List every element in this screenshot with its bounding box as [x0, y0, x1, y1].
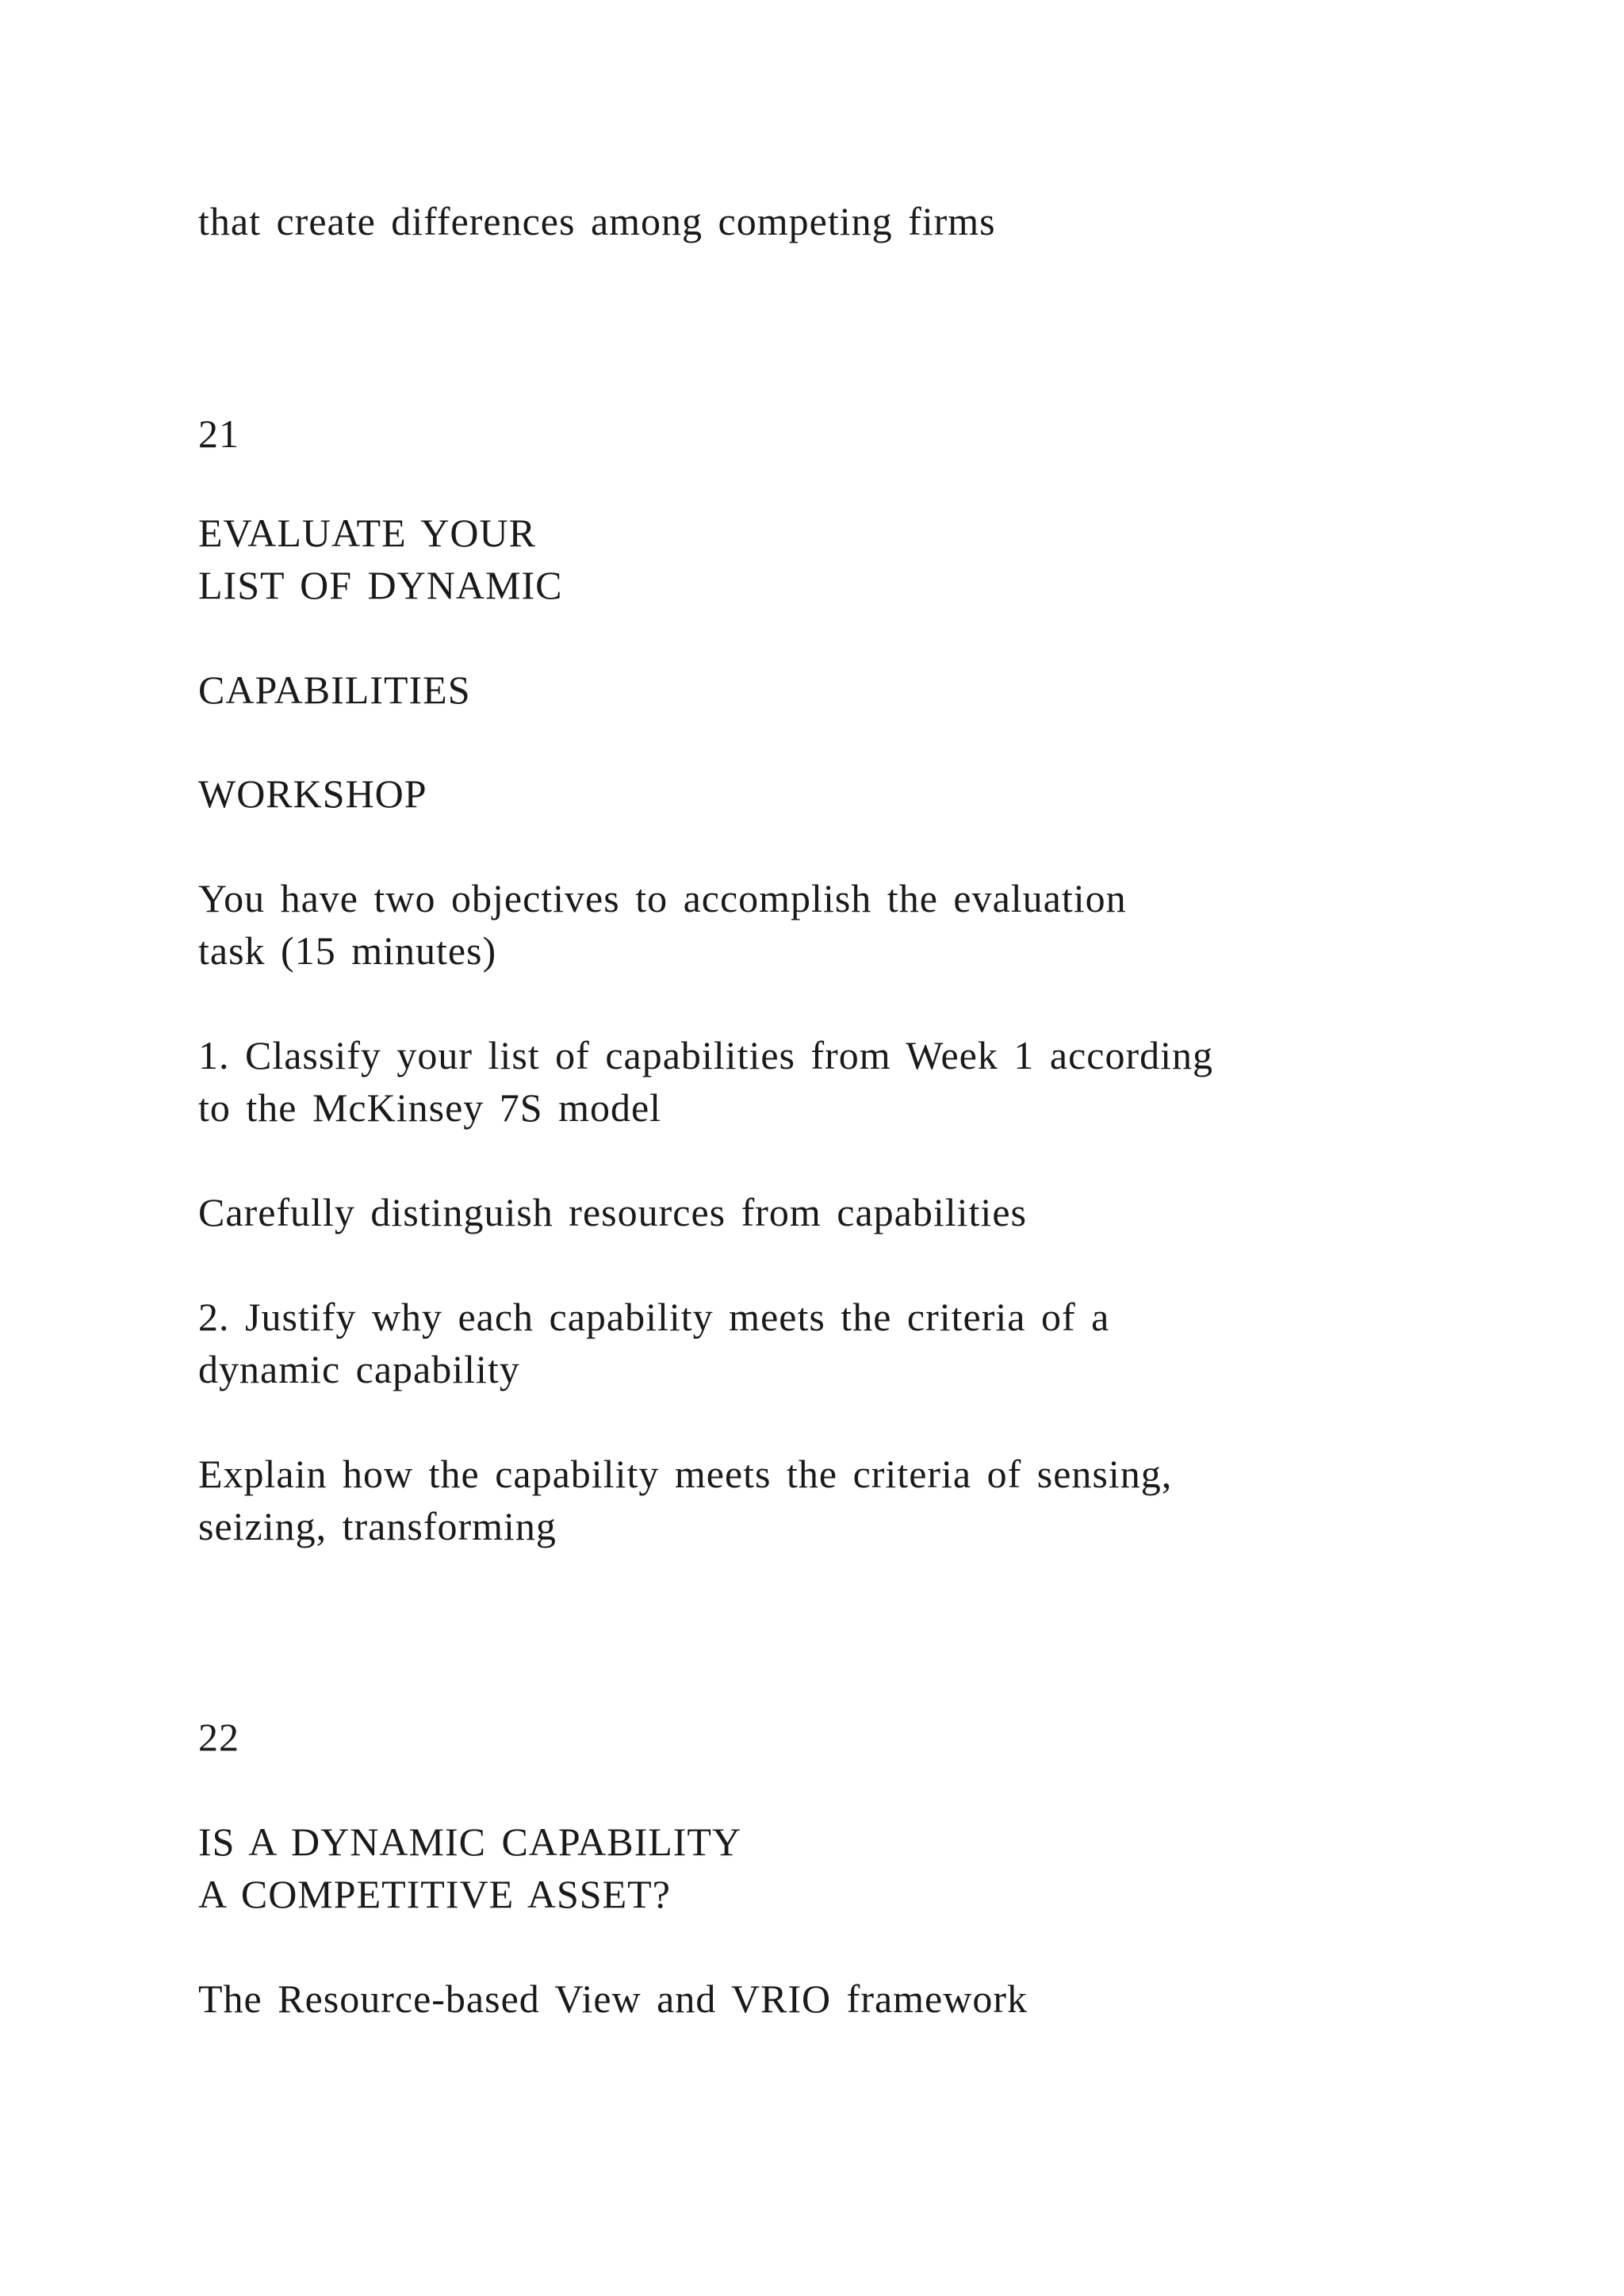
item-2-line-2: dynamic capability [198, 1347, 520, 1391]
intro-line-1: You have two objectives to accomplish the evaluation [198, 876, 1127, 920]
item-2-line-1: 2. Justify why each capability meets the criteria of a [198, 1295, 1110, 1339]
slide-number-21: 21 [198, 411, 239, 456]
section-21-subtitle: WORKSHOP [198, 771, 427, 816]
item-1-line-1: 1. Classify your list of capabilities from Week 1 according [198, 1033, 1213, 1077]
section-22-subtitle: The Resource-based View and VRIO framework [198, 1976, 1028, 2021]
section-22-title-line-2: A COMPETITIVE ASSET? [198, 1872, 671, 1916]
slide-number-22: 22 [198, 1715, 239, 1759]
item-1-note: Carefully distinguish resources from capabilities [198, 1190, 1027, 1234]
item-2-note-line-2: seizing, transforming [198, 1504, 557, 1548]
section-21-title-continuation: CAPABILITIES [198, 668, 471, 712]
item-1-line-2: to the McKinsey 7S model [198, 1085, 662, 1130]
intro-line-2: task (15 minutes) [198, 928, 497, 973]
item-2-note-line-1: Explain how the capability meets the criteria of sensing, [198, 1452, 1173, 1496]
continuation-text: that create differences among competing firms [198, 199, 996, 243]
section-21-title-line-2: LIST OF DYNAMIC [198, 563, 563, 607]
section-21-title-line-1: EVALUATE YOUR [198, 511, 536, 555]
section-22-title-line-1: IS A DYNAMIC CAPABILITY [198, 1820, 742, 1864]
